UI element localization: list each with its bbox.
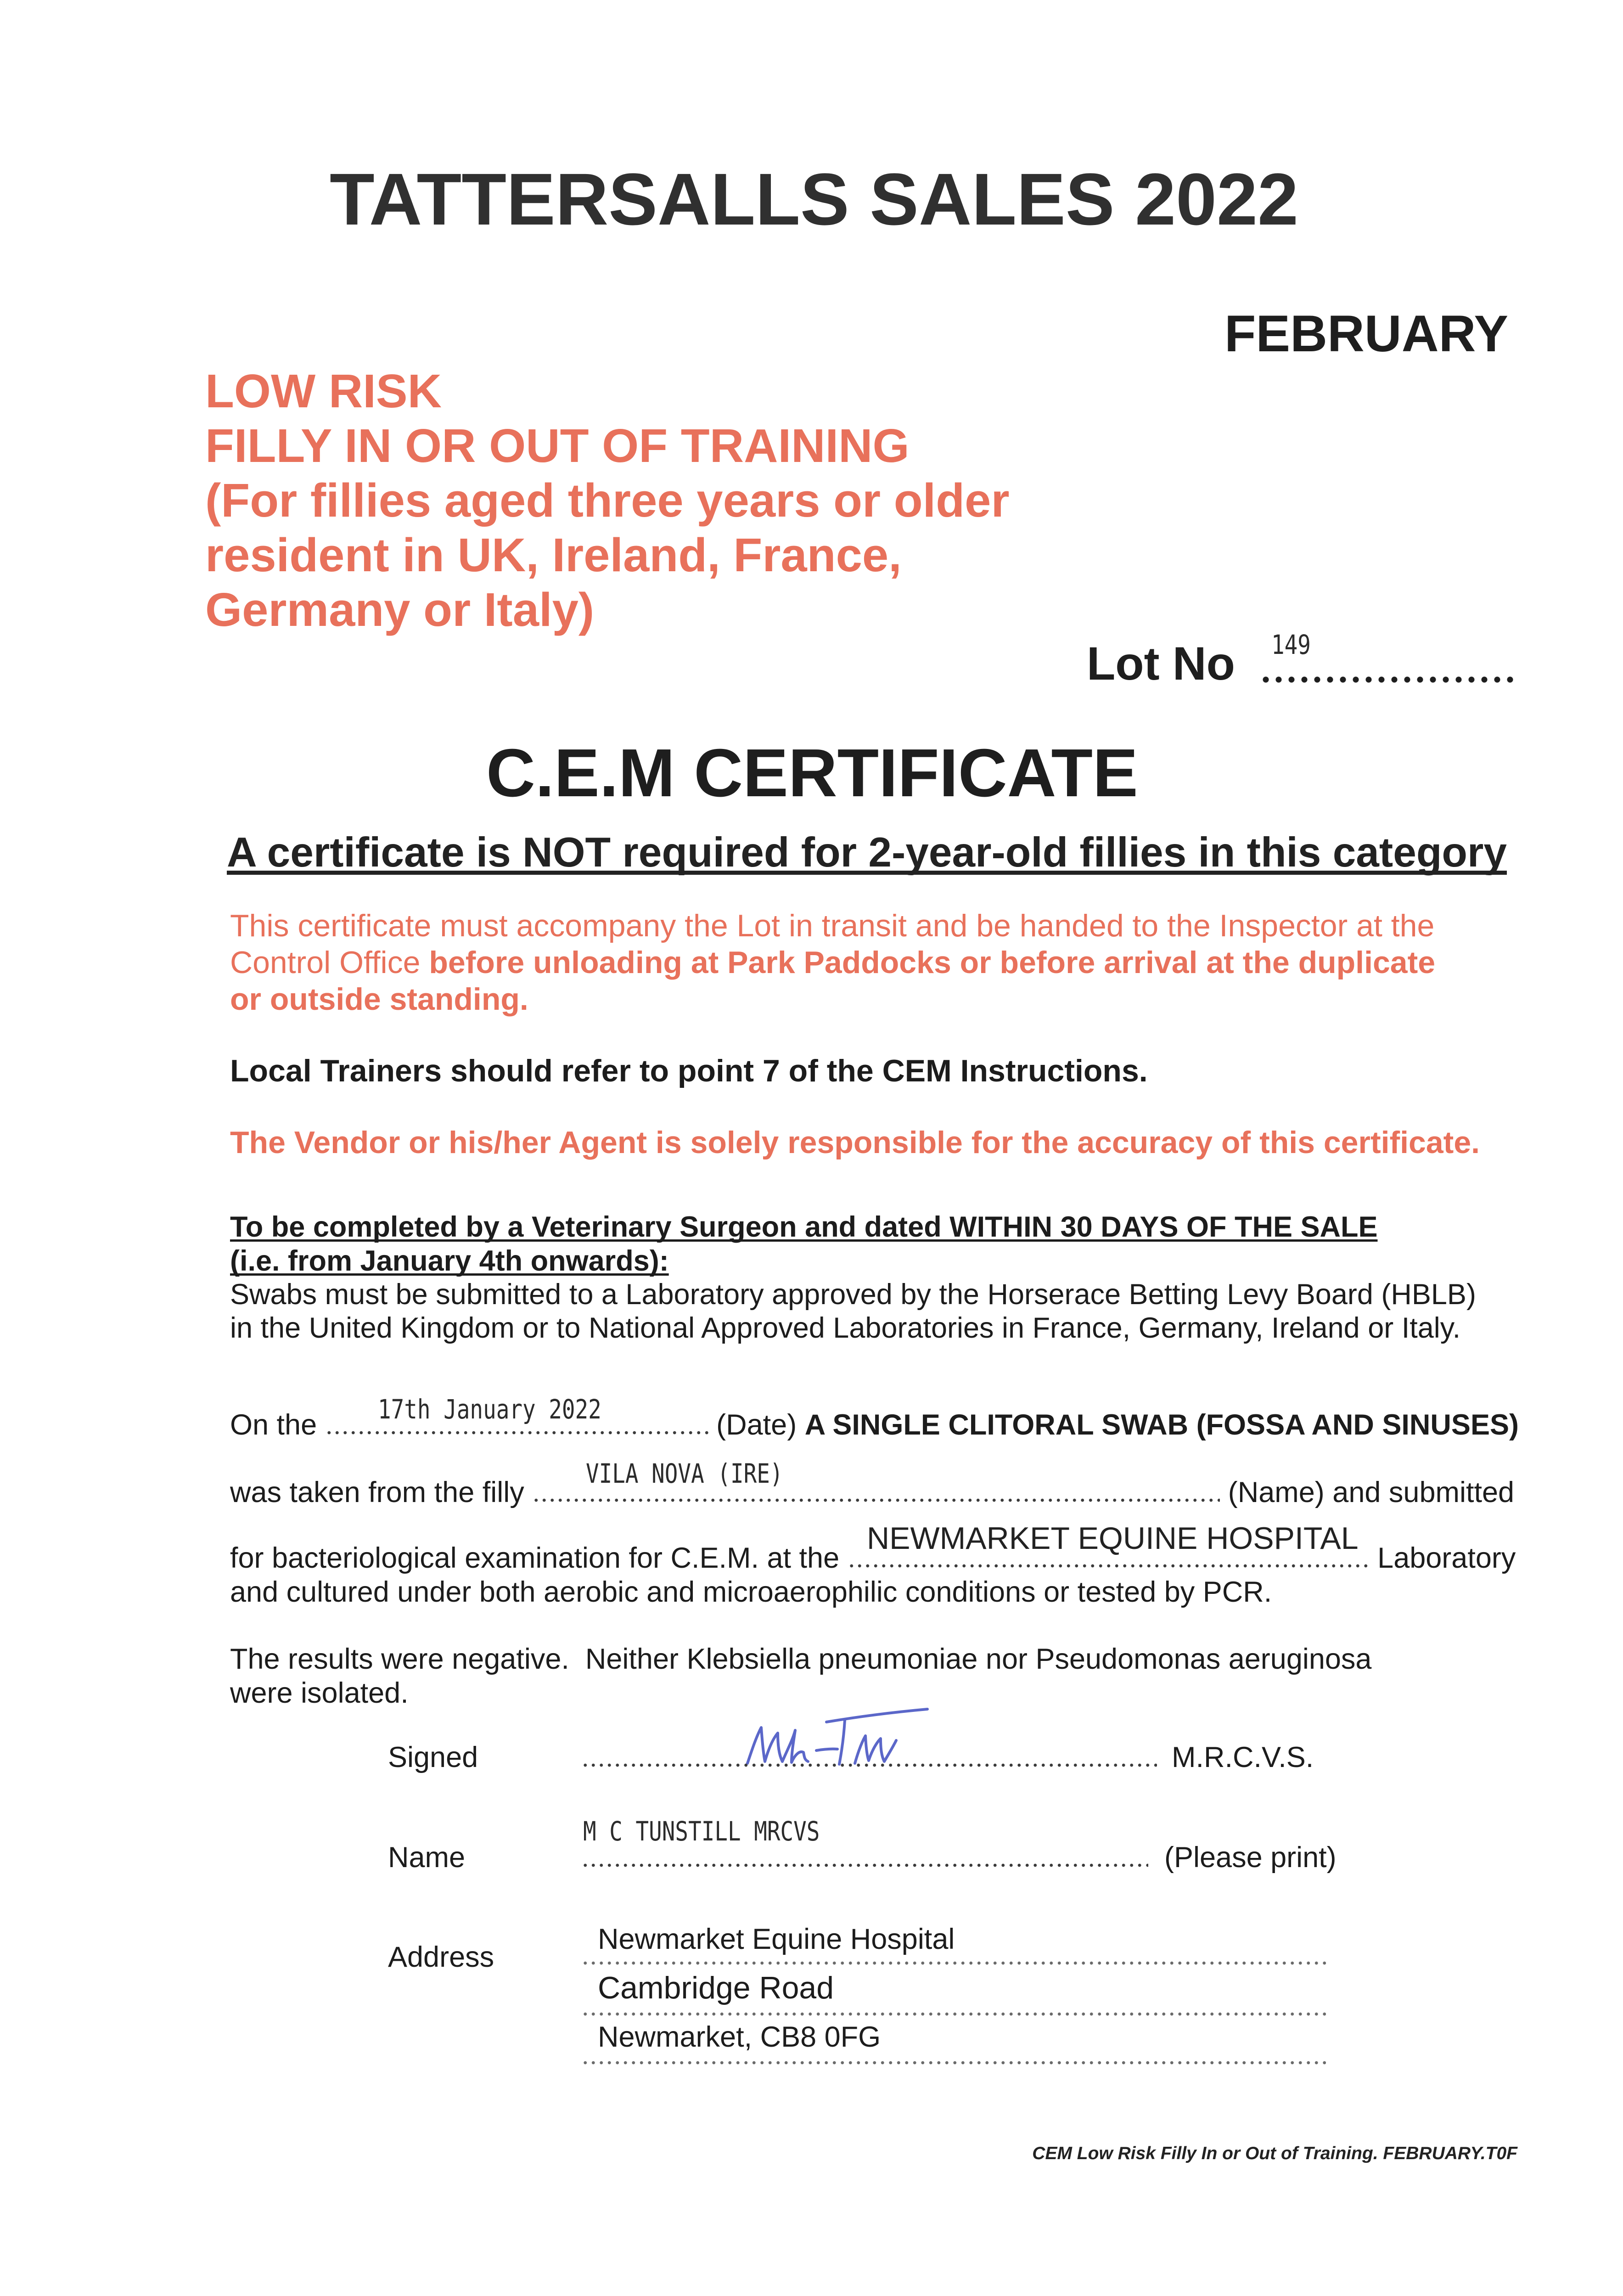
filly-name-value: VILA NOVA (IRE)	[586, 1458, 783, 1489]
lot-label: Lot No	[1087, 637, 1235, 690]
signature-dotted-line	[581, 1763, 1157, 1767]
lot-dotted-line	[1259, 676, 1517, 683]
risk-category	[205, 364, 1010, 637]
address-dotted-line	[581, 1961, 1330, 1965]
category-line: (For fillies aged three years or older	[205, 474, 1010, 527]
category-line: resident in UK, Ireland, France,	[205, 529, 902, 581]
name-label: (Name) and submitted	[1228, 1476, 1515, 1508]
form-reference-footer: CEM Low Risk Filly In or Out of Training. FEBRUARY.T0F	[1032, 2144, 1517, 2163]
address-line: Newmarket Equine Hospital	[598, 1923, 955, 1955]
signed-row	[388, 1743, 1314, 1772]
address-dotted-line	[581, 2061, 1326, 2065]
sale-month: FEBRUARY	[1224, 305, 1509, 362]
transit-note-regular: Control Office	[230, 945, 421, 980]
category-line: FILLY IN OR OUT OF TRAINING	[205, 419, 910, 472]
transit-note-line	[230, 947, 1435, 978]
category-line: LOW RISK	[205, 365, 442, 417]
lot-number: 149	[1271, 629, 1311, 660]
laboratory-value: NEWMARKET EQUINE HOSPITAL	[867, 1521, 1359, 1556]
vet-name-label: Name	[388, 1841, 466, 1874]
address-line: Newmarket, CB8 0FG	[598, 2021, 881, 2053]
address-line: Cambridge Road	[598, 1970, 834, 2005]
transit-note-line: or outside standing.	[230, 982, 528, 1017]
on-the-text: On the	[230, 1409, 317, 1441]
transit-note-line: This certificate must accompany the Lot in transit and be handed to the Inspector at the	[230, 908, 1435, 943]
trainer-note: Local Trainers should refer to point 7 of the CEM Instructions.	[230, 1053, 1148, 1088]
culture-text: and cultured under both aerobic and microaerophilic conditions or tested by PCR.	[230, 1576, 1272, 1608]
age-notice: A certificate is NOT required for 2-year-old fillies in this category	[227, 829, 1507, 876]
declaration-laboratory-line	[230, 1544, 1516, 1573]
qualification-label: M.R.C.V.S.	[1172, 1741, 1314, 1773]
results-line: The results were negative. Neither Klebsiella pneumoniae nor Pseudomonas aeruginosa	[230, 1643, 1372, 1675]
vet-name-value: M C TUNSTILL MRCVS	[583, 1816, 820, 1847]
address-label: Address	[388, 1941, 494, 1973]
filly-name-dotted-line	[532, 1498, 1220, 1502]
laboratory-dotted-line	[848, 1564, 1370, 1568]
declaration-filly-line	[230, 1478, 1514, 1507]
taken-from-text: was taken from the filly	[230, 1476, 524, 1508]
swab-instructions-line: in the United Kingdom or to National Approved Laboratories in France, Germany, Ireland or Italy.	[230, 1312, 1461, 1344]
certificate-title: C.E.M CERTIFICATE	[486, 735, 1138, 811]
address-dotted-line	[581, 2012, 1326, 2016]
date-label: (Date)	[716, 1409, 797, 1441]
please-print-note: (Please print)	[1164, 1841, 1337, 1874]
transit-note-bold: before unloading at Park Paddocks or before arrival at the duplicate	[429, 945, 1436, 980]
swab-instructions-line: Swabs must be submitted to a Laboratory approved by the Horserace Betting Levy Board (HBLB)	[230, 1278, 1476, 1311]
swab-type: A SINGLE CLITORAL SWAB (FOSSA AND SINUSES)	[804, 1409, 1519, 1441]
vendor-responsibility-note: The Vendor or his/her Agent is solely responsible for the accuracy of this certificate.	[230, 1125, 1480, 1160]
date-dotted-line	[325, 1431, 708, 1435]
name-row	[388, 1843, 1337, 1872]
swab-date-value: 17th January 2022	[378, 1394, 601, 1425]
category-line: Germany or Italy)	[205, 583, 595, 636]
vet-name-dotted-line	[581, 1863, 1148, 1867]
signed-label: Signed	[388, 1741, 478, 1773]
instructions-heading: To be completed by a Veterinary Surgeon and dated WITHIN 30 DAYS OF THE SALE	[230, 1211, 1378, 1243]
results-line: were isolated.	[230, 1677, 409, 1709]
examination-text: for bacteriological examination for C.E.M. at the	[230, 1542, 840, 1574]
declaration-date-line	[230, 1411, 1519, 1440]
laboratory-label: Laboratory	[1377, 1542, 1516, 1574]
sale-title: TATTERSALLS SALES 2022	[330, 158, 1298, 240]
instructions-heading-date-range: (i.e. from January 4th onwards):	[230, 1245, 669, 1277]
